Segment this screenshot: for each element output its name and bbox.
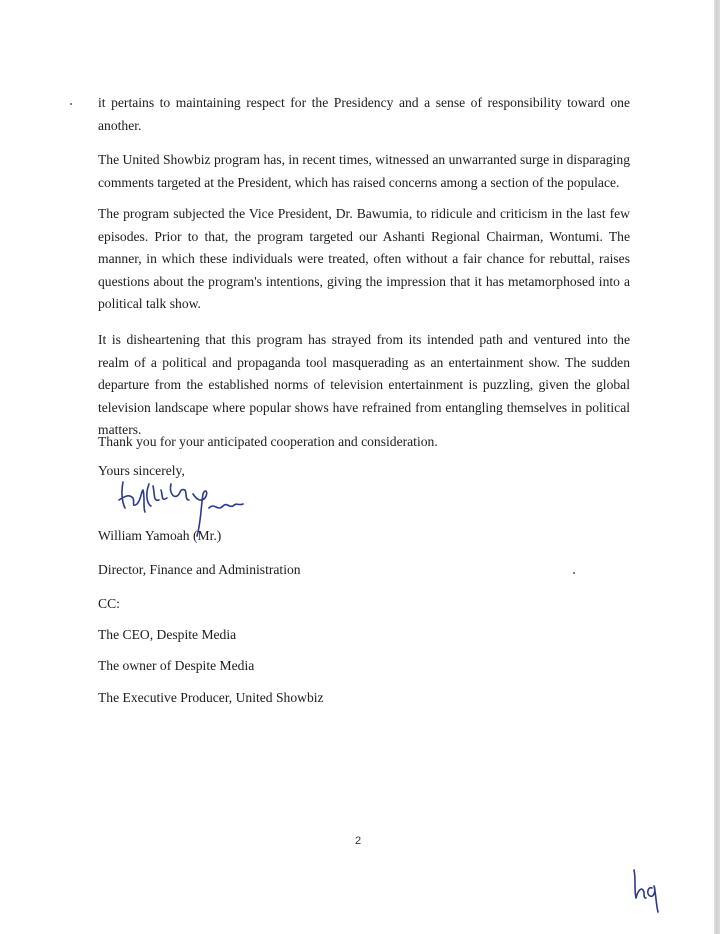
cc-label: CC: bbox=[98, 596, 120, 611]
paragraph-surge: The United Showbiz program has, in recent times, witnessed an unwarranted surge in disparaging comments targeted at the President, which has raised concerns among a section of the populace. bbox=[98, 152, 630, 190]
cc-recipient: The CEO, Despite Media bbox=[98, 627, 237, 642]
cc-recipient: The Executive Producer, United Showbiz bbox=[98, 690, 324, 705]
stray-mark bbox=[573, 572, 575, 574]
handwritten-initials bbox=[630, 868, 670, 918]
paragraph-thanks: Thank you for your anticipated cooperation and consideration. bbox=[98, 434, 438, 449]
signatory-title: Director, Finance and Administration bbox=[98, 562, 301, 577]
cc-recipient: The owner of Despite Media bbox=[98, 658, 255, 673]
page-edge-border bbox=[714, 0, 720, 934]
paragraph-disheartening: It is disheartening that this program has strayed from its intended path and ventured into the realm of a political and propaganda tool masquerading as an entertainment show. The sudden departure from the established norms of television entertainment is puzzling, given the global television landscape where popular shows have refrained from entangling themselves in political matters. bbox=[98, 332, 630, 437]
paragraph-continuation: it pertains to maintaining respect for the Presidency and a sense of responsibility toward one another. bbox=[98, 95, 630, 133]
page-number: 2 bbox=[355, 835, 362, 847]
paragraph-vice-president: The program subjected the Vice President, Dr. Bawumia, to ridicule and criticism in the last few episodes. Prior to that, the program targeted our Ashanti Regional Chairman, Wontumi. The manner, in which these individuals were treated, often without a fair chance for rebuttal, raises questions about the program's intentions, giving the impression that it has metamorphosed into a political talk show. bbox=[98, 206, 630, 311]
signatory-name: William Yamoah (Mr.) bbox=[98, 528, 222, 543]
closing-salutation: Yours sincerely, bbox=[98, 463, 185, 478]
stray-mark bbox=[70, 103, 72, 105]
